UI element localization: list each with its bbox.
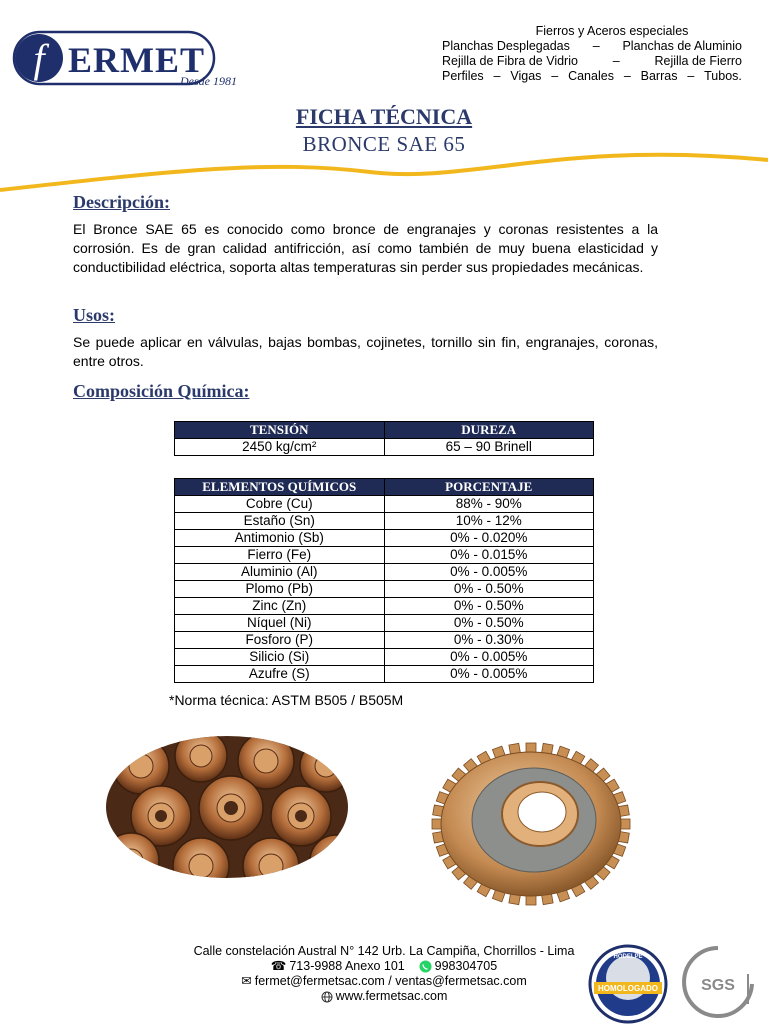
- footer-whatsapp: 998304705: [434, 959, 498, 973]
- chemical-composition-rows: [175, 496, 594, 683]
- phone-icon: ☎: [270, 959, 287, 974]
- bronze-gears-photo: [106, 736, 348, 878]
- homologado-seal: [588, 944, 668, 1024]
- header-item: Rejilla de Fibra de Vidrio: [442, 54, 578, 68]
- table-row: [175, 547, 594, 564]
- table-cell: 0% - 0.020%: [384, 530, 594, 547]
- table-cell: 0% - 0.50%: [384, 615, 594, 632]
- chemical-composition-table: [174, 478, 594, 683]
- bronze-gear-photo: [428, 742, 634, 906]
- table-row: [175, 649, 594, 666]
- header-sep: –: [592, 39, 600, 53]
- header-line-3: [442, 54, 742, 69]
- section-heading-descripcion: Descripción:: [73, 192, 170, 212]
- sgs-seal: [680, 944, 756, 1024]
- sgs-seal-label: SGS: [701, 977, 735, 994]
- table-cell: 10% - 12%: [384, 513, 594, 530]
- table-cell: Estaño (Sn): [175, 513, 385, 530]
- table-cell: Fierro (Fe): [175, 547, 385, 564]
- table-cell: 0% - 0.50%: [384, 598, 594, 615]
- header-line-1: Fierros y Aceros especiales: [535, 24, 689, 38]
- table-row: [175, 564, 594, 581]
- homologado-seal-top: HODELPE: [613, 954, 643, 960]
- descripcion-text: El Bronce SAE 65 es conocido como bronce de engranajes y coronas resistentes a la corrosión. Es de gran calidad antifricción, así como también de muy buena elasticidad y conductibilidad eléctrica, soporta altas temperaturas sin perder sus propiedades mecánicas.: [73, 221, 658, 275]
- norma-tecnica: *Norma técnica: ASTM B505 / B505M: [169, 692, 404, 708]
- table-header-elementos: ELEMENTOS QUÍMICOS: [175, 479, 385, 496]
- table-row: [175, 513, 594, 530]
- table-cell: 88% - 90%: [384, 496, 594, 513]
- table-cell: 0% - 0.015%: [384, 547, 594, 564]
- header-item: Planchas Desplegadas: [442, 39, 570, 53]
- footer-address: Calle constelación Austral N° 142 Urb. La Campiña, Chorrillos - Lima: [193, 944, 575, 958]
- header-item: Rejilla de Fierro: [654, 54, 742, 68]
- table-row: [175, 496, 594, 513]
- header-item: Perfiles: [442, 69, 484, 83]
- table-row: [175, 530, 594, 547]
- header-item: Barras: [640, 69, 678, 83]
- header-item: Canales: [568, 69, 614, 83]
- table-row: [175, 581, 594, 598]
- footer-web[interactable]: www.fermetsac.com: [335, 989, 448, 1004]
- header-item: Tubos.: [704, 69, 742, 83]
- table-cell: Silicio (Si): [175, 649, 385, 666]
- globe-icon: [321, 991, 333, 1003]
- header-sep: –: [687, 69, 695, 83]
- page-title: FICHA TÉCNICA: [295, 104, 473, 129]
- table-row: [175, 439, 594, 456]
- table-row: [175, 632, 594, 649]
- section-heading-composicion: Composición Química:: [73, 381, 250, 401]
- table-header-dureza: DUREZA: [384, 422, 594, 439]
- header-sep: –: [551, 69, 559, 83]
- header-sep: –: [612, 54, 620, 68]
- table-cell: 0% - 0.50%: [384, 581, 594, 598]
- table-cell: Azufre (S): [175, 666, 385, 683]
- table-cell: 0% - 0.005%: [384, 666, 594, 683]
- table-row: [175, 666, 594, 683]
- page-subtitle: BRONCE SAE 65: [302, 132, 466, 156]
- table-row: [175, 615, 594, 632]
- footer-phone: 713-9988 Anexo 101: [289, 959, 405, 973]
- homologado-seal-label: HOMOLOGADO: [598, 984, 658, 993]
- header-item: Vigas: [510, 69, 542, 83]
- usos-text: Se puede aplicar en válvulas, bajas bombas, cojinetes, tornillo sin fin, engranajes, coronas, entre otros.: [73, 334, 658, 369]
- table-cell: 2450 kg/cm²: [175, 439, 385, 456]
- table-cell: Níquel (Ni): [175, 615, 385, 632]
- header-sep: –: [623, 69, 631, 83]
- table-cell: 0% - 0.005%: [384, 564, 594, 581]
- table-cell: Zinc (Zn): [175, 598, 385, 615]
- header-product-lines: [442, 24, 742, 84]
- whatsapp-icon: [419, 960, 432, 973]
- header-line-2: [442, 39, 742, 54]
- table-cell: Fosforo (P): [175, 632, 385, 649]
- table-header-porcentaje: PORCENTAJE: [384, 479, 594, 496]
- header-line-4: [442, 69, 742, 84]
- table-cell: 65 – 90 Brinell: [384, 439, 594, 456]
- table-cell: 0% - 0.30%: [384, 632, 594, 649]
- table-cell: 0% - 0.005%: [384, 649, 594, 666]
- table-cell: Antimonio (Sb): [175, 530, 385, 547]
- mail-icon: ✉: [241, 974, 252, 989]
- header-sep: –: [493, 69, 501, 83]
- table-header-tension: TENSIÓN: [175, 422, 385, 439]
- table-cell: Aluminio (Al): [175, 564, 385, 581]
- section-heading-usos: Usos:: [73, 305, 116, 325]
- table-cell: Cobre (Cu): [175, 496, 385, 513]
- header-item: Planchas de Aluminio: [622, 39, 742, 53]
- table-row: [175, 598, 594, 615]
- table-cell: Plomo (Pb): [175, 581, 385, 598]
- svg-text:f: f: [33, 36, 45, 81]
- svg-text:ERMET: ERMET: [68, 40, 206, 80]
- mechanical-properties-table: [174, 421, 594, 456]
- brand-tagline: Desde 1981: [180, 74, 237, 88]
- footer-email[interactable]: fermet@fermetsac.com / ventas@fermetsac.com: [254, 974, 527, 989]
